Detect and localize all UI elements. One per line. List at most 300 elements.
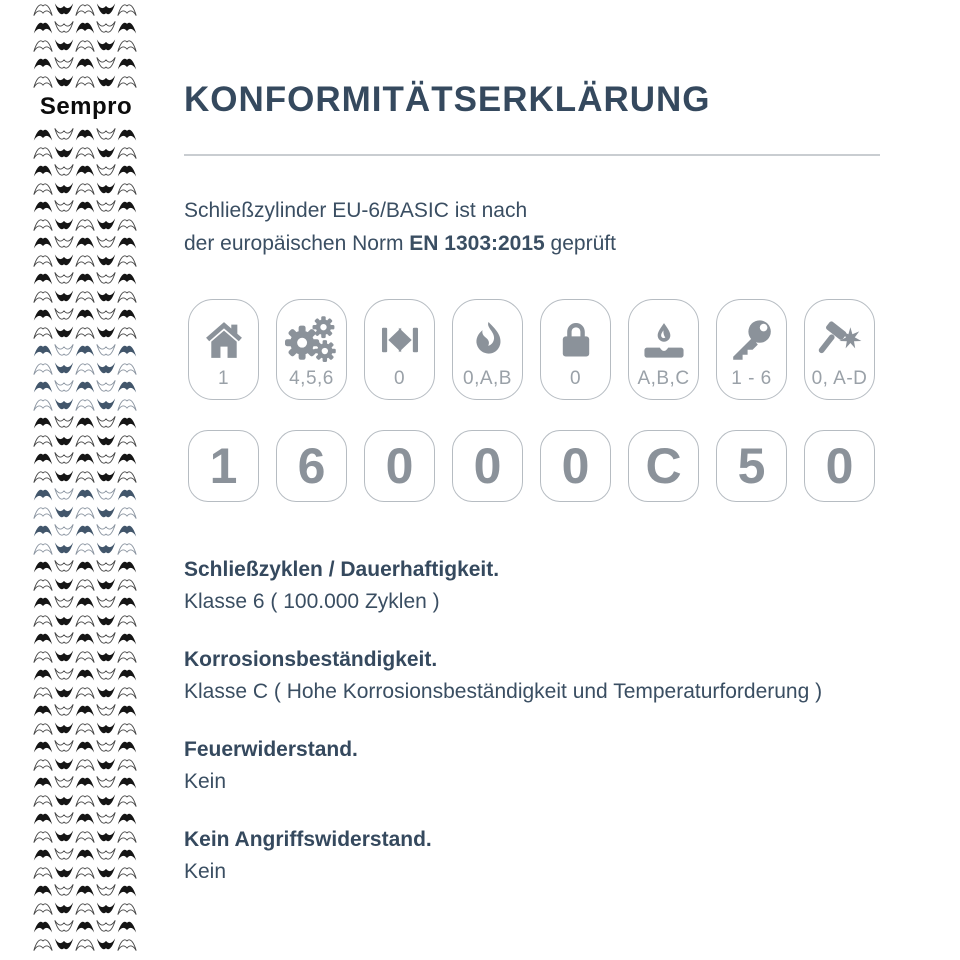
boomerang-shape — [117, 397, 137, 412]
boomerang-shape — [33, 38, 53, 53]
boomerang-shape — [96, 181, 116, 196]
code-cell: 0 — [540, 430, 611, 502]
boomerang-shape — [54, 577, 74, 592]
boomerang-shape — [54, 451, 74, 466]
boomerang-shape — [33, 667, 53, 682]
boomerang-shape — [117, 631, 137, 646]
pattern-strip — [33, 0, 139, 960]
boomerang-shape — [96, 541, 116, 556]
boomerang-shape — [96, 253, 116, 268]
boomerang-shape — [33, 595, 53, 610]
boomerang-shape — [33, 415, 53, 430]
boomerang-shape — [33, 739, 53, 754]
boomerang-shape — [96, 595, 116, 610]
boomerang-shape — [96, 145, 116, 160]
boomerang-shape — [75, 56, 95, 71]
boomerang-shape — [75, 307, 95, 322]
boomerang-shape — [33, 721, 53, 736]
boomerang-shape — [96, 163, 116, 178]
boomerang-shape — [75, 199, 95, 214]
boomerang-shape — [33, 343, 53, 358]
boomerang-shape — [117, 541, 137, 556]
boomerang-shape — [96, 631, 116, 646]
boomerang-shape — [96, 757, 116, 772]
boomerang-shape — [117, 56, 137, 71]
code-cell: 0 — [452, 430, 523, 502]
boomerang-shape — [117, 343, 137, 358]
boomerang-shape — [33, 523, 53, 538]
gears-icon — [285, 312, 339, 368]
boomerang-shape — [96, 433, 116, 448]
boomerang-shape — [33, 325, 53, 340]
boomerang-shape — [117, 649, 137, 664]
code-cell: 1 — [188, 430, 259, 502]
icon-label: 1 — [217, 368, 230, 389]
boomerang-shape — [117, 523, 137, 538]
boomerang-shape — [54, 829, 74, 844]
boomerang-shape — [75, 631, 95, 646]
boomerang-shape — [75, 541, 95, 556]
boomerang-shape — [54, 631, 74, 646]
boomerang-shape — [33, 199, 53, 214]
boomerang-shape — [54, 919, 74, 934]
boomerang-shape — [117, 271, 137, 286]
boomerang-shape — [96, 919, 116, 934]
boomerang-shape — [117, 739, 137, 754]
padlock-icon — [554, 312, 598, 368]
boomerang-shape — [75, 721, 95, 736]
icon-label: A,B,C — [637, 368, 690, 389]
boomerang-shape — [33, 235, 53, 250]
boomerang-shape — [96, 505, 116, 520]
boomerang-shape — [33, 577, 53, 592]
code-cell: 0 — [804, 430, 875, 502]
boomerang-shape — [117, 307, 137, 322]
boomerang-shape — [96, 397, 116, 412]
boomerang-shape — [75, 38, 95, 53]
spec-section-attack — [184, 824, 894, 888]
key-icon — [728, 312, 776, 368]
boomerang-shape — [54, 253, 74, 268]
boomerang-shape — [33, 145, 53, 160]
boomerang-shape — [33, 757, 53, 772]
boomerang-shape — [96, 811, 116, 826]
boomerang-shape — [54, 20, 74, 35]
boomerang-shape — [54, 883, 74, 898]
boomerang-shape — [54, 541, 74, 556]
boomerang-shape — [96, 20, 116, 35]
boomerang-shape — [117, 289, 137, 304]
boomerang-shape — [75, 325, 95, 340]
boomerang-shape — [33, 379, 53, 394]
boomerang-shape — [54, 649, 74, 664]
boomerang-shape — [33, 847, 53, 862]
boomerang-shape — [75, 271, 95, 286]
boomerang-shape — [54, 847, 74, 862]
boomerang-shape — [96, 289, 116, 304]
boomerang-shape — [117, 235, 137, 250]
boomerang-shape — [117, 667, 137, 682]
boomerang-shape — [117, 2, 137, 17]
boomerang-shape — [54, 127, 74, 142]
boomerang-shape — [54, 2, 74, 17]
boomerang-shape — [75, 685, 95, 700]
boomerang-shape — [33, 811, 53, 826]
boomerang-shape — [54, 289, 74, 304]
boomerang-shape — [117, 379, 137, 394]
boomerang-shape — [75, 865, 95, 880]
boomerang-shape — [117, 163, 137, 178]
boomerang-shape — [33, 865, 53, 880]
boomerang-shape — [54, 379, 74, 394]
boomerang-shape — [75, 20, 95, 35]
boomerang-shape — [117, 883, 137, 898]
boomerang-shape — [117, 937, 137, 952]
boomerang-shape — [75, 74, 95, 89]
boomerang-shape — [54, 38, 74, 53]
boomerang-shape — [96, 325, 116, 340]
spec-section-cycles — [184, 554, 894, 618]
boomerang-shape — [54, 307, 74, 322]
boomerang-shape — [117, 685, 137, 700]
boomerang-shape — [54, 397, 74, 412]
boomerang-shape — [33, 271, 53, 286]
boomerang-shape — [117, 811, 137, 826]
boomerang-shape — [54, 181, 74, 196]
boomerang-shape — [75, 613, 95, 628]
boomerang-shape — [117, 721, 137, 736]
spec-heading: Schließzyklen / Dauerhaftigkeit. — [184, 558, 500, 581]
spec-sections — [184, 554, 894, 914]
spec-section-fire — [184, 734, 894, 798]
boomerang-shape — [33, 163, 53, 178]
boomerang-shape — [33, 469, 53, 484]
boomerang-shape — [117, 217, 137, 232]
boomerang-shape — [75, 793, 95, 808]
boomerang-shape — [54, 757, 74, 772]
page-title: KONFORMITÄTSERKLÄRUNG — [184, 80, 711, 119]
boomerang-shape — [117, 74, 137, 89]
icon-box-corrosion — [628, 299, 699, 400]
boomerang-shape — [96, 271, 116, 286]
icon-box-usage-category — [188, 299, 259, 400]
boomerang-shape — [33, 253, 53, 268]
code-cell: 6 — [276, 430, 347, 502]
boomerang-shape — [33, 613, 53, 628]
boomerang-shape — [96, 739, 116, 754]
boomerang-shape — [117, 145, 137, 160]
boomerang-shape — [75, 901, 95, 916]
attack-icon — [816, 312, 864, 368]
boomerang-shape — [75, 253, 95, 268]
boomerang-shape — [54, 667, 74, 682]
boomerang-shape — [33, 937, 53, 952]
boomerang-shape — [54, 901, 74, 916]
boomerang-shape — [96, 847, 116, 862]
boomerang-shape — [96, 559, 116, 574]
boomerang-shape — [54, 811, 74, 826]
boomerang-shape — [33, 793, 53, 808]
boomerang-shape — [96, 577, 116, 592]
boomerang-shape — [75, 127, 95, 142]
boomerang-shape — [54, 685, 74, 700]
icon-label: 0, A-D — [811, 368, 868, 389]
boomerang-shape — [96, 451, 116, 466]
boomerang-shape — [96, 829, 116, 844]
boomerang-shape — [117, 325, 137, 340]
boomerang-shape — [96, 2, 116, 17]
boomerang-shape — [75, 433, 95, 448]
boomerang-shape — [33, 181, 53, 196]
boomerang-shape — [96, 307, 116, 322]
classification-icon-grid — [188, 299, 875, 400]
boomerang-shape — [54, 505, 74, 520]
icon-box-durability — [276, 299, 347, 400]
boomerang-shape — [75, 883, 95, 898]
boomerang-shape — [96, 74, 116, 89]
intro-text: Schließzylinder EU-6/BASIC ist nach der europäischen Norm EN 1303:2015 geprüft — [184, 199, 616, 255]
boomerang-shape — [117, 775, 137, 790]
boomerang-shape — [54, 613, 74, 628]
boomerang-shape — [117, 469, 137, 484]
boomerang-shape — [33, 2, 53, 17]
spec-section-corrosion — [184, 644, 894, 708]
boomerang-shape — [33, 901, 53, 916]
boomerang-shape — [54, 739, 74, 754]
boomerang-shape — [117, 847, 137, 862]
boomerang-shape — [75, 145, 95, 160]
boomerang-shape — [75, 829, 95, 844]
boomerang-shape — [117, 181, 137, 196]
boomerang-shape — [54, 74, 74, 89]
boomerang-shape — [33, 433, 53, 448]
boomerang-shape — [96, 667, 116, 682]
boomerang-shape — [117, 253, 137, 268]
boomerang-shape — [75, 559, 95, 574]
boomerang-shape — [75, 577, 95, 592]
boomerang-shape — [54, 559, 74, 574]
brand-logo: Sempro — [28, 92, 144, 122]
boomerang-shape — [96, 343, 116, 358]
boomerang-shape — [33, 217, 53, 232]
boomerang-shape — [54, 937, 74, 952]
boomerang-shape — [96, 649, 116, 664]
spec-heading: Kein Angriffswiderstand. — [184, 828, 432, 851]
spec-body: Kein — [184, 770, 227, 793]
boomerang-shape — [54, 145, 74, 160]
boomerang-shape — [117, 199, 137, 214]
boomerang-shape — [117, 757, 137, 772]
boomerang-shape — [33, 541, 53, 556]
code-cell: 0 — [364, 430, 435, 502]
boomerang-shape — [33, 487, 53, 502]
spec-body: Kein — [184, 860, 227, 883]
spec-heading: Korrosionsbeständigkeit. — [184, 648, 438, 671]
boomerang-shape — [96, 523, 116, 538]
boomerang-shape — [54, 775, 74, 790]
boomerang-shape — [75, 703, 95, 718]
boomerang-shape — [33, 74, 53, 89]
boomerang-shape — [33, 56, 53, 71]
boomerang-shape — [75, 379, 95, 394]
spec-heading: Feuerwiderstand. — [184, 738, 358, 761]
boomerang-shape — [33, 919, 53, 934]
boomerang-shape — [75, 487, 95, 502]
boomerang-shape — [117, 127, 137, 142]
house-icon — [199, 312, 249, 368]
boomerang-shape — [33, 397, 53, 412]
boomerang-shape — [117, 487, 137, 502]
boomerang-shape — [75, 2, 95, 17]
boomerang-shape — [54, 523, 74, 538]
boomerang-shape — [75, 343, 95, 358]
boomerang-shape — [117, 703, 137, 718]
boomerang-shape — [75, 451, 95, 466]
boomerang-shape — [96, 775, 116, 790]
boomerang-shape — [33, 127, 53, 142]
boomerang-shape — [96, 685, 116, 700]
boomerang-shape — [96, 469, 116, 484]
boomerang-shape — [96, 235, 116, 250]
boomerang-shape — [117, 505, 137, 520]
classification-code-row — [188, 430, 875, 502]
boomerang-shape — [117, 38, 137, 53]
boomerang-shape — [117, 577, 137, 592]
spec-body: Klasse C ( Hohe Korrosionsbeständigkeit und Temperaturforderung ) — [184, 680, 823, 703]
boomerang-shape — [117, 20, 137, 35]
boomerang-shape — [54, 703, 74, 718]
boomerang-shape — [54, 361, 74, 376]
spec-body: Klasse 6 ( 100.000 Zyklen ) — [184, 590, 440, 613]
boomerang-shape — [96, 613, 116, 628]
boomerang-shape — [117, 865, 137, 880]
corrosion-icon — [641, 312, 687, 368]
boomerang-shape — [75, 739, 95, 754]
boomerang-shape — [117, 595, 137, 610]
title-divider — [184, 154, 880, 156]
boomerang-shape — [54, 235, 74, 250]
icon-box-attack-resistance — [804, 299, 875, 400]
boomerang-shape — [117, 361, 137, 376]
boomerang-shape — [117, 559, 137, 574]
boomerang-shape — [33, 703, 53, 718]
boomerang-shape — [33, 451, 53, 466]
boomerang-shape — [117, 415, 137, 430]
boomerang-shape — [75, 217, 95, 232]
boomerang-shape — [75, 757, 95, 772]
boomerang-shape — [54, 865, 74, 880]
code-cell: 5 — [716, 430, 787, 502]
boomerang-shape — [96, 937, 116, 952]
boomerang-shape — [33, 775, 53, 790]
boomerang-shape — [54, 595, 74, 610]
boomerang-shape — [117, 433, 137, 448]
boomerang-shape — [117, 451, 137, 466]
icon-label: 0,A,B — [463, 368, 512, 389]
boomerang-shape — [33, 505, 53, 520]
boomerang-shape — [75, 397, 95, 412]
icon-box-key-security — [716, 299, 787, 400]
icon-box-fire — [452, 299, 523, 400]
boomerang-shape — [75, 847, 95, 862]
boomerang-shape — [75, 919, 95, 934]
boomerang-shape — [54, 271, 74, 286]
boomerang-shape — [33, 361, 53, 376]
cycle-icon — [377, 312, 423, 368]
boomerang-shape — [96, 56, 116, 71]
boomerang-shape — [54, 487, 74, 502]
boomerang-shape — [75, 595, 95, 610]
boomerang-shape — [75, 163, 95, 178]
boomerang-shape — [75, 775, 95, 790]
icon-label: 0 — [569, 368, 582, 389]
boomerang-shape — [96, 721, 116, 736]
boomerang-shape — [96, 883, 116, 898]
boomerang-shape — [96, 127, 116, 142]
boomerang-shape — [75, 289, 95, 304]
boomerang-shape — [33, 559, 53, 574]
boomerang-shape — [96, 487, 116, 502]
boomerang-shape — [96, 703, 116, 718]
boomerang-shape — [54, 343, 74, 358]
boomerang-shape — [33, 631, 53, 646]
boomerang-shape — [54, 469, 74, 484]
flame-icon — [466, 312, 510, 368]
boomerang-shape — [54, 163, 74, 178]
boomerang-shape — [33, 829, 53, 844]
boomerang-shape — [54, 217, 74, 232]
boomerang-shape — [33, 289, 53, 304]
boomerang-shape — [54, 56, 74, 71]
boomerang-shape — [54, 721, 74, 736]
boomerang-shape — [117, 829, 137, 844]
boomerang-shape — [96, 793, 116, 808]
icon-label: 4,5,6 — [289, 368, 334, 389]
boomerang-shape — [96, 38, 116, 53]
boomerang-shape — [96, 379, 116, 394]
boomerang-shape — [75, 523, 95, 538]
boomerang-shape — [117, 793, 137, 808]
boomerang-shape — [33, 685, 53, 700]
boomerang-shape — [96, 865, 116, 880]
boomerang-shape — [96, 217, 116, 232]
boomerang-shape — [96, 361, 116, 376]
boomerang-shape — [75, 937, 95, 952]
boomerang-shape — [75, 361, 95, 376]
boomerang-shape — [33, 649, 53, 664]
boomerang-shape — [75, 181, 95, 196]
boomerang-shape — [54, 325, 74, 340]
boomerang-shape — [33, 307, 53, 322]
boomerang-shape — [117, 613, 137, 628]
boomerang-shape — [117, 901, 137, 916]
boomerang-shape — [75, 649, 95, 664]
boomerang-shape — [75, 415, 95, 430]
boomerang-shape — [54, 433, 74, 448]
code-cell: C — [628, 430, 699, 502]
boomerang-shape — [75, 811, 95, 826]
boomerang-shape — [33, 883, 53, 898]
icon-label: 0 — [393, 368, 406, 389]
boomerang-shape — [75, 235, 95, 250]
boomerang-shape — [96, 199, 116, 214]
boomerang-shape — [117, 919, 137, 934]
boomerang-shape — [75, 667, 95, 682]
boomerang-shape — [96, 901, 116, 916]
boomerang-shape — [75, 505, 95, 520]
boomerang-shape — [54, 415, 74, 430]
boomerang-shape — [75, 469, 95, 484]
